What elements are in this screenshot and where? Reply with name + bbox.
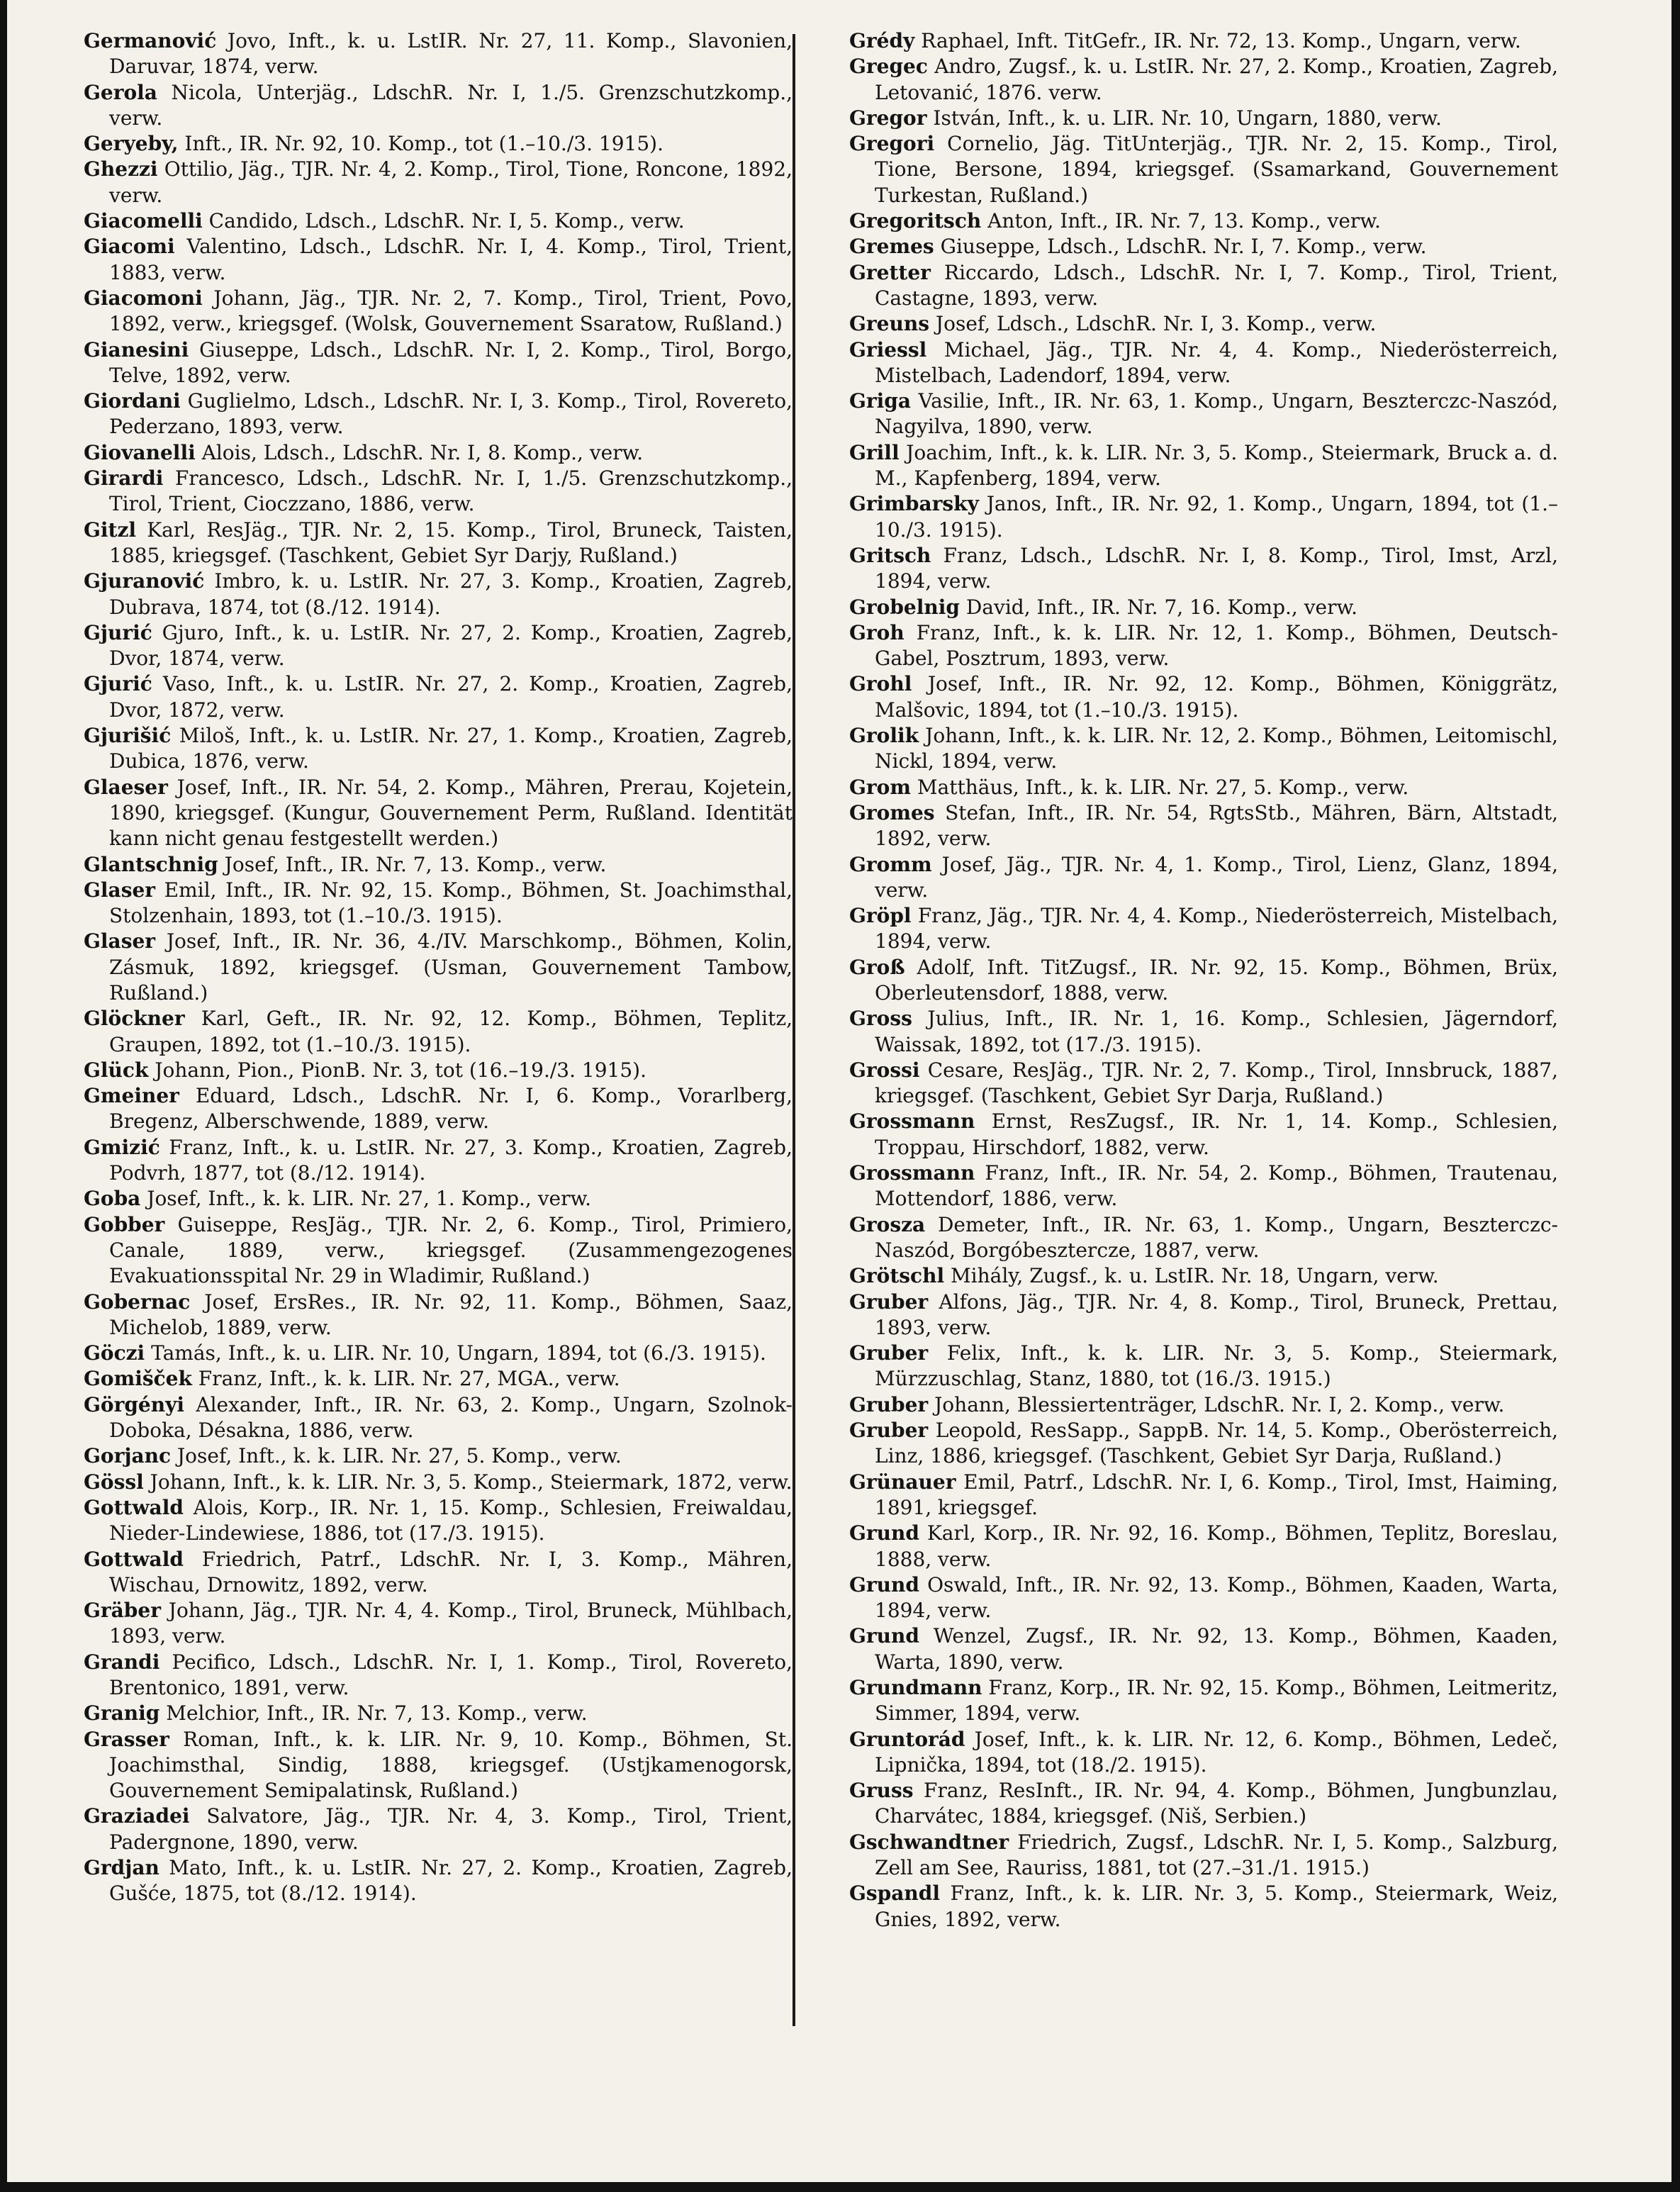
entry-details: Franz, Inft., IR. Nr. 54, 2. Komp., Böhmen, Trautenau, Mottendorf, 1886, verw. (875, 1161, 1558, 1211)
entry-surname: Grund (849, 1624, 919, 1648)
entry-details: Vasilie, Inft., IR. Nr. 63, 1. Komp., Ungarn, Beszterczc-Naszód, Nagyilva, 1890, verw. (875, 389, 1558, 439)
entry-details: Giuseppe, Ldsch., LdschR. Nr. I, 2. Komp., Tirol, Borgo, Telve, 1892, verw. (109, 337, 793, 387)
casualty-entry (84, 1443, 793, 1469)
casualty-entry (84, 388, 793, 440)
casualty-entry (84, 1727, 793, 1804)
entry-details: Karl, Korp., IR. Nr. 92, 16. Komp., Böhmen, Teplitz, Boreslau, 1888, verw. (875, 1521, 1558, 1571)
casualty-entry (84, 1212, 793, 1290)
left-column (84, 28, 793, 2098)
entry-surname: Gottwald (84, 1547, 184, 1571)
casualty-entry (84, 337, 793, 389)
entry-surname: Gössl (84, 1470, 144, 1494)
entry-surname: Gspandl (849, 1881, 940, 1906)
casualty-entry (849, 208, 1558, 234)
casualty-entry (84, 1366, 793, 1392)
entry-details: Riccardo, Ldsch., LdschR. Nr. I, 7. Komp., Tirol, Trient, Castagne, 1893, verw. (875, 260, 1558, 310)
entry-details: Mato, Inft., k. u. LstIR. Nr. 27, 2. Komp., Kroatien, Zagreb, Gušće, 1875, tot (8./12. 1914). (109, 1856, 793, 1906)
entry-surname: Grimbarsky (849, 492, 979, 516)
casualty-entry (84, 466, 793, 518)
entry-details: Franz, Inft., k. k. LIR. Nr. 27, MGA., verw. (191, 1367, 620, 1391)
entry-details: Karl, Geft., IR. Nr. 92, 12. Komp., Böhmen, Teplitz, Graupen, 1892, tot (1.–10./3. 1915). (109, 1007, 793, 1056)
entry-surname: Gritsch (849, 543, 931, 567)
casualty-entry (849, 543, 1558, 595)
entry-surname: Glaser (84, 929, 156, 954)
casualty-entry (849, 620, 1558, 672)
casualty-entry (84, 1392, 793, 1444)
entry-details: Adolf, Inft. TitZugsf., IR. Nr. 92, 15. Komp., Böhmen, Brüx, Oberleutensdorf, 1888, verw. (875, 955, 1558, 1005)
casualty-entry (84, 671, 793, 723)
entry-details: Ottilio, Jäg., TJR. Nr. 4, 2. Komp., Tirol, Tione, Roncone, 1892, verw. (109, 157, 793, 207)
casualty-entry (84, 440, 793, 466)
entry-details: Julius, Inft., IR. Nr. 1, 16. Komp., Schlesien, Jägerndorf, Waissak, 1892, tot (17./3. 1915). (875, 1007, 1558, 1056)
entry-surname: Gobber (84, 1212, 165, 1236)
casualty-entry (84, 286, 793, 337)
entry-details: Salvatore, Jäg., TJR. Nr. 4, 3. Komp., Tirol, Trient, Padergnone, 1890, verw. (109, 1804, 793, 1854)
document-page (84, 28, 1558, 2098)
casualty-entry (849, 131, 1558, 208)
casualty-entry (849, 491, 1558, 543)
entry-details: Guiseppe, ResJäg., TJR. Nr. 2, 6. Komp., Tirol, Primiero, Canale, 1889, verw., kriegsgef. (Zusammengezogenes Evakuationsspital Nr. 29 in Wladimir, Rußland.) (109, 1212, 793, 1288)
entry-details: Alexander, Inft., IR. Nr. 63, 2. Komp., Ungarn, Szolnok-Doboka, Désakna, 1886, verw. (109, 1392, 793, 1443)
entry-surname: Greuns (849, 312, 929, 336)
entry-details: Vaso, Inft., k. u. LstIR. Nr. 27, 2. Komp., Kroatien, Zagreb, Dvor, 1872, verw. (109, 672, 793, 722)
entry-surname: Gmeiner (84, 1084, 179, 1108)
entry-details: Michael, Jäg., TJR. Nr. 4, 4. Komp., Niederösterreich, Mistelbach, Ladendorf, 1894, verw. (875, 337, 1558, 387)
entry-details: Wenzel, Zugsf., IR. Nr. 92, 13. Komp., Böhmen, Kaaden, Warta, 1890, verw. (875, 1624, 1558, 1674)
entry-surname: Geryeby, (84, 132, 179, 156)
entry-surname: Gruber (849, 1392, 929, 1416)
entry-surname: Gromm (849, 852, 932, 876)
entry-surname: Grill (849, 440, 900, 464)
entry-details: Josef, Ldsch., LdschR. Nr. I, 3. Komp., verw. (929, 312, 1377, 336)
entry-details: Karl, ResJäg., TJR. Nr. 2, 15. Komp., Tirol, Bruneck, Taisten, 1885, kriegsgef. (Taschkent, Gebiet Syr Darjy, Rußland.) (109, 518, 793, 567)
casualty-entry (849, 1109, 1558, 1161)
entry-details: Joachim, Inft., k. k. LIR. Nr. 3, 5. Komp., Steiermark, Bruck a. d. M., Kapfenberg, 1894, verw. (875, 440, 1558, 491)
entry-details: Josef, Inft., IR. Nr. 54, 2. Komp., Mähren, Prerau, Kojetein, 1890, kriegsgef. (Kungur, Gouvernement Perm, Rußland. Identität kann nicht genau festgestellt werden.) (109, 775, 793, 851)
casualty-entry (84, 234, 793, 286)
entry-details: Demeter, Inft., IR. Nr. 63, 1. Komp., Ungarn, Beszterczc-Naszód, Borgóbesztercze, 1887, verw. (875, 1212, 1558, 1262)
entry-surname: Glaeser (84, 775, 168, 799)
entry-details: Raphael, Inft. TitGefr., IR. Nr. 72, 13. Komp., Ungarn, verw. (914, 29, 1521, 52)
entry-details: Franz, ResInft., IR. Nr. 94, 4. Komp., Böhmen, Jungbunzlau, Charvátec, 1884, kriegsgef. (Niš, Serbien.) (875, 1779, 1558, 1828)
entry-details: István, Inft., k. u. LIR. Nr. 10, Ungarn, 1880, verw. (926, 106, 1442, 130)
entry-surname: Groß (849, 955, 905, 979)
casualty-entry (849, 1521, 1558, 1572)
entry-surname: Grötschl (849, 1264, 945, 1288)
entry-surname: Gobernac (84, 1290, 191, 1314)
entry-details: Johann, Inft., k. k. LIR. Nr. 3, 5. Komp., Steiermark, 1872, verw. (143, 1470, 793, 1494)
entry-surname: Gruntorád (849, 1727, 965, 1751)
entry-details: Johann, Inft., k. k. LIR. Nr. 12, 2. Komp., Böhmen, Leitomischl, Nickl, 1894, verw. (875, 724, 1558, 773)
entry-surname: Giovanelli (84, 440, 196, 464)
entry-surname: Gschwandtner (849, 1830, 1009, 1854)
entry-surname: Gjurić (84, 620, 152, 644)
entry-surname: Göczi (84, 1341, 145, 1365)
entry-details: Tamás, Inft., k. u. LIR. Nr. 10, Ungarn, 1894, tot (6./3. 1915). (145, 1341, 766, 1365)
casualty-entry (84, 1855, 793, 1907)
casualty-entry (849, 1675, 1558, 1727)
entry-details: Johann, Jäg., TJR. Nr. 4, 4. Komp., Tirol, Bruneck, Mühlbach, 1893, verw. (109, 1599, 793, 1648)
casualty-entry (84, 1341, 793, 1366)
entry-surname: Gruber (849, 1341, 929, 1365)
casualty-entry (84, 28, 793, 80)
entry-details: Guglielmo, Ldsch., LdschR. Nr. I, 3. Komp., Tirol, Rovereto, Pederzano, 1893, verw. (109, 389, 793, 439)
entry-details: Emil, Patrf., LdschR. Nr. I, 6. Komp., Tirol, Imst, Haiming, 1891, kriegsgef. (875, 1470, 1558, 1519)
casualty-entry (84, 1058, 793, 1083)
casualty-entry (84, 1186, 793, 1212)
casualty-entry (849, 440, 1558, 492)
entry-surname: Grasser (84, 1727, 169, 1751)
entry-details: Valentino, Ldsch., LdschR. Nr. I, 4. Komp., Tirol, Trient, 1883, verw. (109, 235, 793, 284)
entry-details: Friedrich, Zugsf., LdschR. Nr. I, 5. Komp., Salzburg, Zell am See, Rauriss, 1881, tot (27.–31./1. 1915.) (875, 1830, 1558, 1880)
casualty-entry (849, 1392, 1558, 1418)
entry-details: Gjuro, Inft., k. u. LstIR. Nr. 27, 2. Komp., Kroatien, Zagreb, Dvor, 1874, verw. (109, 620, 793, 671)
casualty-entry (84, 1470, 793, 1495)
casualty-entry (849, 1623, 1558, 1675)
casualty-entry (84, 1083, 793, 1135)
casualty-entry (849, 800, 1558, 852)
entry-surname: Glück (84, 1058, 149, 1082)
casualty-entry (84, 80, 793, 132)
entry-surname: Grobelnig (849, 595, 960, 619)
casualty-entry (849, 1290, 1558, 1341)
casualty-entry (849, 1470, 1558, 1521)
entry-details: Stefan, Inft., IR. Nr. 54, RgtsStb., Mähren, Bärn, Altstadt, 1892, verw. (875, 800, 1558, 851)
entry-details: Franz, Korp., IR. Nr. 92, 15. Komp., Böhmen, Leitmeritz, Simmer, 1894, verw. (875, 1676, 1558, 1726)
casualty-entry (849, 106, 1558, 131)
entry-details: Josef, Inft., k. k. LIR. Nr. 27, 1. Komp., verw. (140, 1187, 592, 1211)
casualty-entry (849, 337, 1558, 389)
casualty-entry (84, 852, 793, 878)
entry-details: Ernst, ResZugsf., IR. Nr. 1, 14. Komp., Schlesien, Troppau, Hirschdorf, 1882, verw. (875, 1109, 1558, 1159)
entry-details: Mihály, Zugsf., k. u. LstIR. Nr. 18, Ungarn, verw. (944, 1264, 1439, 1288)
entry-surname: Gjurišić (84, 724, 172, 748)
entry-surname: Gitzl (84, 518, 137, 542)
entry-details: Josef, Jäg., TJR. Nr. 4, 1. Komp., Tirol, Lienz, Glanz, 1894, verw. (875, 852, 1558, 902)
entry-details: Franz, Inft., k. k. LIR. Nr. 3, 5. Komp., Steiermark, Weiz, Gnies, 1892, verw. (875, 1881, 1558, 1931)
casualty-entry (84, 1135, 793, 1187)
entry-surname: Gromes (849, 800, 935, 824)
entry-surname: Granig (84, 1701, 160, 1726)
entry-surname: Griessl (849, 337, 927, 362)
entry-details: Inft., IR. Nr. 92, 10. Komp., tot (1.–10./3. 1915). (178, 132, 663, 156)
entry-details: Josef, Inft., IR. Nr. 92, 12. Komp., Böhmen, Königgrätz, Malšovic, 1894, tot (1.–10./3. 1915). (875, 672, 1558, 722)
casualty-entry (849, 903, 1558, 955)
entry-details: Josef, Inft., k. k. LIR. Nr. 12, 6. Komp., Böhmen, Ledeč, Lipnička, 1894, tot (18./2. 1915). (875, 1727, 1558, 1777)
entry-details: Andro, Zugsf., k. u. LstIR. Nr. 27, 2. Komp., Kroatien, Zagreb, Letovanić, 1876. verw. (875, 55, 1558, 104)
entry-surname: Grom (849, 775, 911, 799)
entry-details: Alfons, Jäg., TJR. Nr. 4, 8. Komp., Tirol, Bruneck, Prettau, 1893, verw. (875, 1290, 1558, 1339)
casualty-entry (84, 131, 793, 157)
right-column (849, 28, 1558, 2098)
entry-surname: Gorjanc (84, 1444, 172, 1468)
casualty-entry (84, 1701, 793, 1726)
entry-surname: Gjurić (84, 672, 152, 696)
casualty-entry (84, 1598, 793, 1650)
casualty-entry (849, 1263, 1558, 1289)
casualty-entry (849, 1212, 1558, 1264)
entry-surname: Gomišček (84, 1367, 192, 1391)
entry-surname: Giordani (84, 389, 181, 413)
entry-surname: Gregoritsch (849, 209, 982, 233)
casualty-entry (849, 1418, 1558, 1470)
entry-details: Oswald, Inft., IR. Nr. 92, 13. Komp., Böhmen, Kaaden, Warta, 1894, verw. (875, 1572, 1558, 1623)
entry-surname: Grossmann (849, 1161, 975, 1185)
entry-surname: Gröpl (849, 904, 912, 928)
entry-surname: Giacomi (84, 235, 175, 259)
entry-details: Franz, Jäg., TJR. Nr. 4, 4. Komp., Niederösterreich, Mistelbach, 1894, verw. (875, 904, 1558, 954)
entry-surname: Grünauer (849, 1470, 956, 1494)
entry-details: Roman, Inft., k. k. LIR. Nr. 9, 10. Komp., Böhmen, St. Joachimsthal, Sindig, 1888, kriegsgef. (Ustjkamenogorsk, Gouvernement Semipalatinsk, Rußland.) (109, 1727, 793, 1803)
casualty-entry (849, 955, 1558, 1007)
entry-details: Cesare, ResJäg., TJR. Nr. 2, 7. Komp., Tirol, Innsbruck, 1887, kriegsgef. (Taschkent, Gebiet Syr Darja, Rußland.) (875, 1058, 1558, 1108)
casualty-entry (849, 1006, 1558, 1058)
entry-details: Cornelio, Jäg. TitUnterjäg., TJR. Nr. 2, 15. Komp., Tirol, Tione, Bersone, 1894, kriegsgef. (Ssamarkand, Gouvernement Turkestan, Rußland.) (875, 132, 1558, 207)
entry-details: Franz, Inft., k. k. LIR. Nr. 12, 1. Komp., Böhmen, Deutsch-Gabel, Posztrum, 1893, verw. (875, 620, 1558, 671)
entry-details: Miloš, Inft., k. u. LstIR. Nr. 27, 1. Komp., Kroatien, Zagreb, Dubica, 1876, verw. (109, 724, 793, 773)
entry-details: Nicola, Unterjäg., LdschR. Nr. I, 1./5. Grenzschutzkomp., verw. (109, 80, 793, 130)
entry-surname: Gräber (84, 1599, 161, 1623)
casualty-entry (849, 852, 1558, 904)
entry-surname: Grund (849, 1572, 919, 1597)
casualty-entry (849, 1830, 1558, 1881)
casualty-entry (84, 569, 793, 620)
entry-details: Johann, Jäg., TJR. Nr. 2, 7. Komp., Tirol, Trient, Povo, 1892, verw., kriegsgef. (Wolsk, Gouvernement Ssaratow, Rußland.) (109, 286, 793, 336)
casualty-entry (84, 1290, 793, 1341)
entry-surname: Grohl (849, 672, 912, 696)
entry-surname: Gottwald (84, 1495, 184, 1519)
entry-details: Candido, Ldsch., LdschR. Nr. I, 5. Komp., verw. (202, 209, 685, 233)
entry-surname: Gerola (84, 80, 157, 104)
entry-surname: Graziadei (84, 1804, 190, 1828)
entry-surname: Giacomoni (84, 286, 203, 310)
casualty-entry (849, 1058, 1558, 1109)
entry-surname: Goba (84, 1187, 141, 1211)
entry-surname: Griga (849, 389, 912, 413)
casualty-entry (849, 1727, 1558, 1779)
entry-details: Janos, Inft., IR. Nr. 92, 1. Komp., Ungarn, 1894, tot (1.–10./3. 1915). (875, 492, 1558, 542)
entry-details: Jovo, Inft., k. u. LstIR. Nr. 27, 11. Komp., Slavonien, Daruvar, 1874, verw. (109, 29, 793, 79)
entry-surname: Gianesini (84, 337, 189, 362)
entry-surname: Grund (849, 1521, 919, 1545)
casualty-entry (849, 388, 1558, 440)
entry-details: Pecifico, Ldsch., LdschR. Nr. I, 1. Komp., Tirol, Rovereto, Brentonico, 1891, verw. (109, 1650, 793, 1699)
entry-details: Josef, ErsRes., IR. Nr. 92, 11. Komp., Böhmen, Saaz, Michelob, 1889, verw. (109, 1290, 793, 1339)
entry-surname: Gross (849, 1007, 912, 1031)
entry-details: Imbro, k. u. LstIR. Nr. 27, 3. Komp., Kroatien, Zagreb, Dubrava, 1874, tot (8./12. 1914). (109, 569, 793, 619)
entry-details: Franz, Ldsch., LdschR. Nr. I, 8. Komp., Tirol, Imst, Arzl, 1894, verw. (875, 543, 1558, 593)
entry-surname: Glöckner (84, 1007, 185, 1031)
casualty-entry (84, 1006, 793, 1058)
casualty-entry (849, 671, 1558, 723)
entry-details: Melchior, Inft., IR. Nr. 7, 13. Komp., verw. (159, 1701, 588, 1726)
casualty-entry (849, 1341, 1558, 1392)
casualty-entry (849, 1161, 1558, 1212)
entry-details: Giuseppe, Ldsch., LdschR. Nr. I, 7. Komp., verw. (934, 235, 1427, 259)
entry-surname: Girardi (84, 466, 164, 491)
entry-surname: Gretter (849, 260, 931, 284)
entry-details: Felix, Inft., k. k. LIR. Nr. 3, 5. Komp., Steiermark, Mürzzuschlag, Stanz, 1880, tot (16./3. 1915.) (875, 1341, 1558, 1391)
entry-surname: Gmizić (84, 1135, 160, 1159)
entry-details: Eduard, Ldsch., LdschR. Nr. I, 6. Komp., Vorarlberg, Bregenz, Alberschwende, 1889, verw. (109, 1084, 793, 1134)
entry-surname: Görgényi (84, 1392, 184, 1416)
casualty-entry (849, 1881, 1558, 1933)
entry-surname: Gregec (849, 55, 928, 79)
entry-surname: Grossi (849, 1058, 920, 1082)
entry-surname: Gjuranović (84, 569, 205, 593)
entry-surname: Grdjan (84, 1856, 159, 1880)
entry-surname: Gregor (849, 106, 927, 130)
casualty-entry (84, 1804, 793, 1855)
entry-details: Friedrich, Patrf., LdschR. Nr. I, 3. Komp., Mähren, Wischau, Drnowitz, 1892, verw. (109, 1547, 793, 1597)
entry-details: Johann, Pion., PionB. Nr. 3, tot (16.–19./3. 1915). (148, 1058, 646, 1082)
entry-surname: Glantschnig (84, 852, 218, 876)
entry-details: Franz, Inft., k. u. LstIR. Nr. 27, 3. Komp., Kroatien, Zagreb, Podvrh, 1877, tot (8./12. 1914). (109, 1135, 793, 1185)
casualty-entry (849, 775, 1558, 800)
casualty-entry (84, 1547, 793, 1599)
entry-details: Emil, Inft., IR. Nr. 92, 15. Komp., Böhmen, St. Joachimsthal, Stolzenhain, 1893, tot (1.–10./3. 1915). (109, 878, 793, 928)
entry-details: Josef, Inft., k. k. LIR. Nr. 27, 5. Komp., verw. (171, 1444, 622, 1468)
entry-surname: Ghezzi (84, 157, 158, 181)
casualty-entry (84, 929, 793, 1006)
casualty-entry (849, 234, 1558, 259)
casualty-entry (84, 620, 793, 672)
casualty-entry (849, 595, 1558, 620)
entry-surname: Grundmann (849, 1676, 982, 1699)
entry-surname: Grosza (849, 1212, 926, 1236)
casualty-entry (84, 157, 793, 208)
casualty-entry (84, 1650, 793, 1701)
casualty-entry (84, 1495, 793, 1547)
casualty-entry (84, 775, 793, 852)
entry-surname: Grédy (849, 29, 915, 52)
entry-surname: Gregori (849, 132, 935, 156)
entry-surname: Gremes (849, 235, 934, 259)
entry-surname: Gruber (849, 1290, 929, 1314)
casualty-entry (84, 723, 793, 775)
entry-surname: Glaser (84, 878, 156, 902)
casualty-entry (84, 208, 793, 234)
entry-surname: Gruber (849, 1419, 929, 1443)
entry-details: Johann, Blessiertenträger, LdschR. Nr. I, 2. Komp., verw. (928, 1392, 1505, 1416)
casualty-entry (84, 878, 793, 929)
casualty-entry (849, 54, 1558, 106)
entry-details: Leopold, ResSapp., SappB. Nr. 14, 5. Komp., Oberösterreich, Linz, 1886, kriegsgef. (Taschkent, Gebiet Syr Darja, Rußland.) (875, 1419, 1558, 1468)
entry-details: Anton, Inft., IR. Nr. 7, 13. Komp., verw. (981, 209, 1381, 233)
entry-surname: Giacomelli (84, 209, 203, 233)
entry-surname: Grolik (849, 724, 919, 748)
entry-surname: Germanović (84, 29, 217, 52)
casualty-entry (849, 723, 1558, 775)
entry-details: Josef, Inft., IR. Nr. 36, 4./IV. Marschkomp., Böhmen, Kolin, Zásmuk, 1892, kriegsgef. (Usman, Gouvernement Tambow, Rußland.) (109, 929, 793, 1005)
entry-surname: Grossmann (849, 1109, 975, 1134)
casualty-entry (849, 1572, 1558, 1624)
casualty-entry (849, 1778, 1558, 1830)
entry-surname: Groh (849, 620, 905, 644)
entry-details: David, Inft., IR. Nr. 7, 16. Komp., verw. (959, 595, 1358, 619)
casualty-entry (849, 311, 1558, 337)
casualty-entry (849, 260, 1558, 312)
entry-details: Matthäus, Inft., k. k. LIR. Nr. 27, 5. Komp., verw. (910, 775, 1409, 799)
entry-surname: Gruss (849, 1779, 914, 1803)
entry-details: Alois, Korp., IR. Nr. 1, 15. Komp., Schlesien, Freiwaldau, Nieder-Lindewiese, 1886, tot (17./3. 1915). (109, 1495, 793, 1545)
entry-details: Alois, Ldsch., LdschR. Nr. I, 8. Komp., verw. (195, 440, 644, 464)
entry-surname: Grandi (84, 1650, 160, 1674)
casualty-entry (849, 28, 1558, 54)
entry-details: Francesco, Ldsch., LdschR. Nr. I, 1./5. Grenzschutzkomp., Tirol, Trient, Cioczzano, 1886, verw. (109, 466, 793, 516)
casualty-entry (84, 518, 793, 569)
entry-details: Josef, Inft., IR. Nr. 7, 13. Komp., verw. (218, 852, 607, 876)
